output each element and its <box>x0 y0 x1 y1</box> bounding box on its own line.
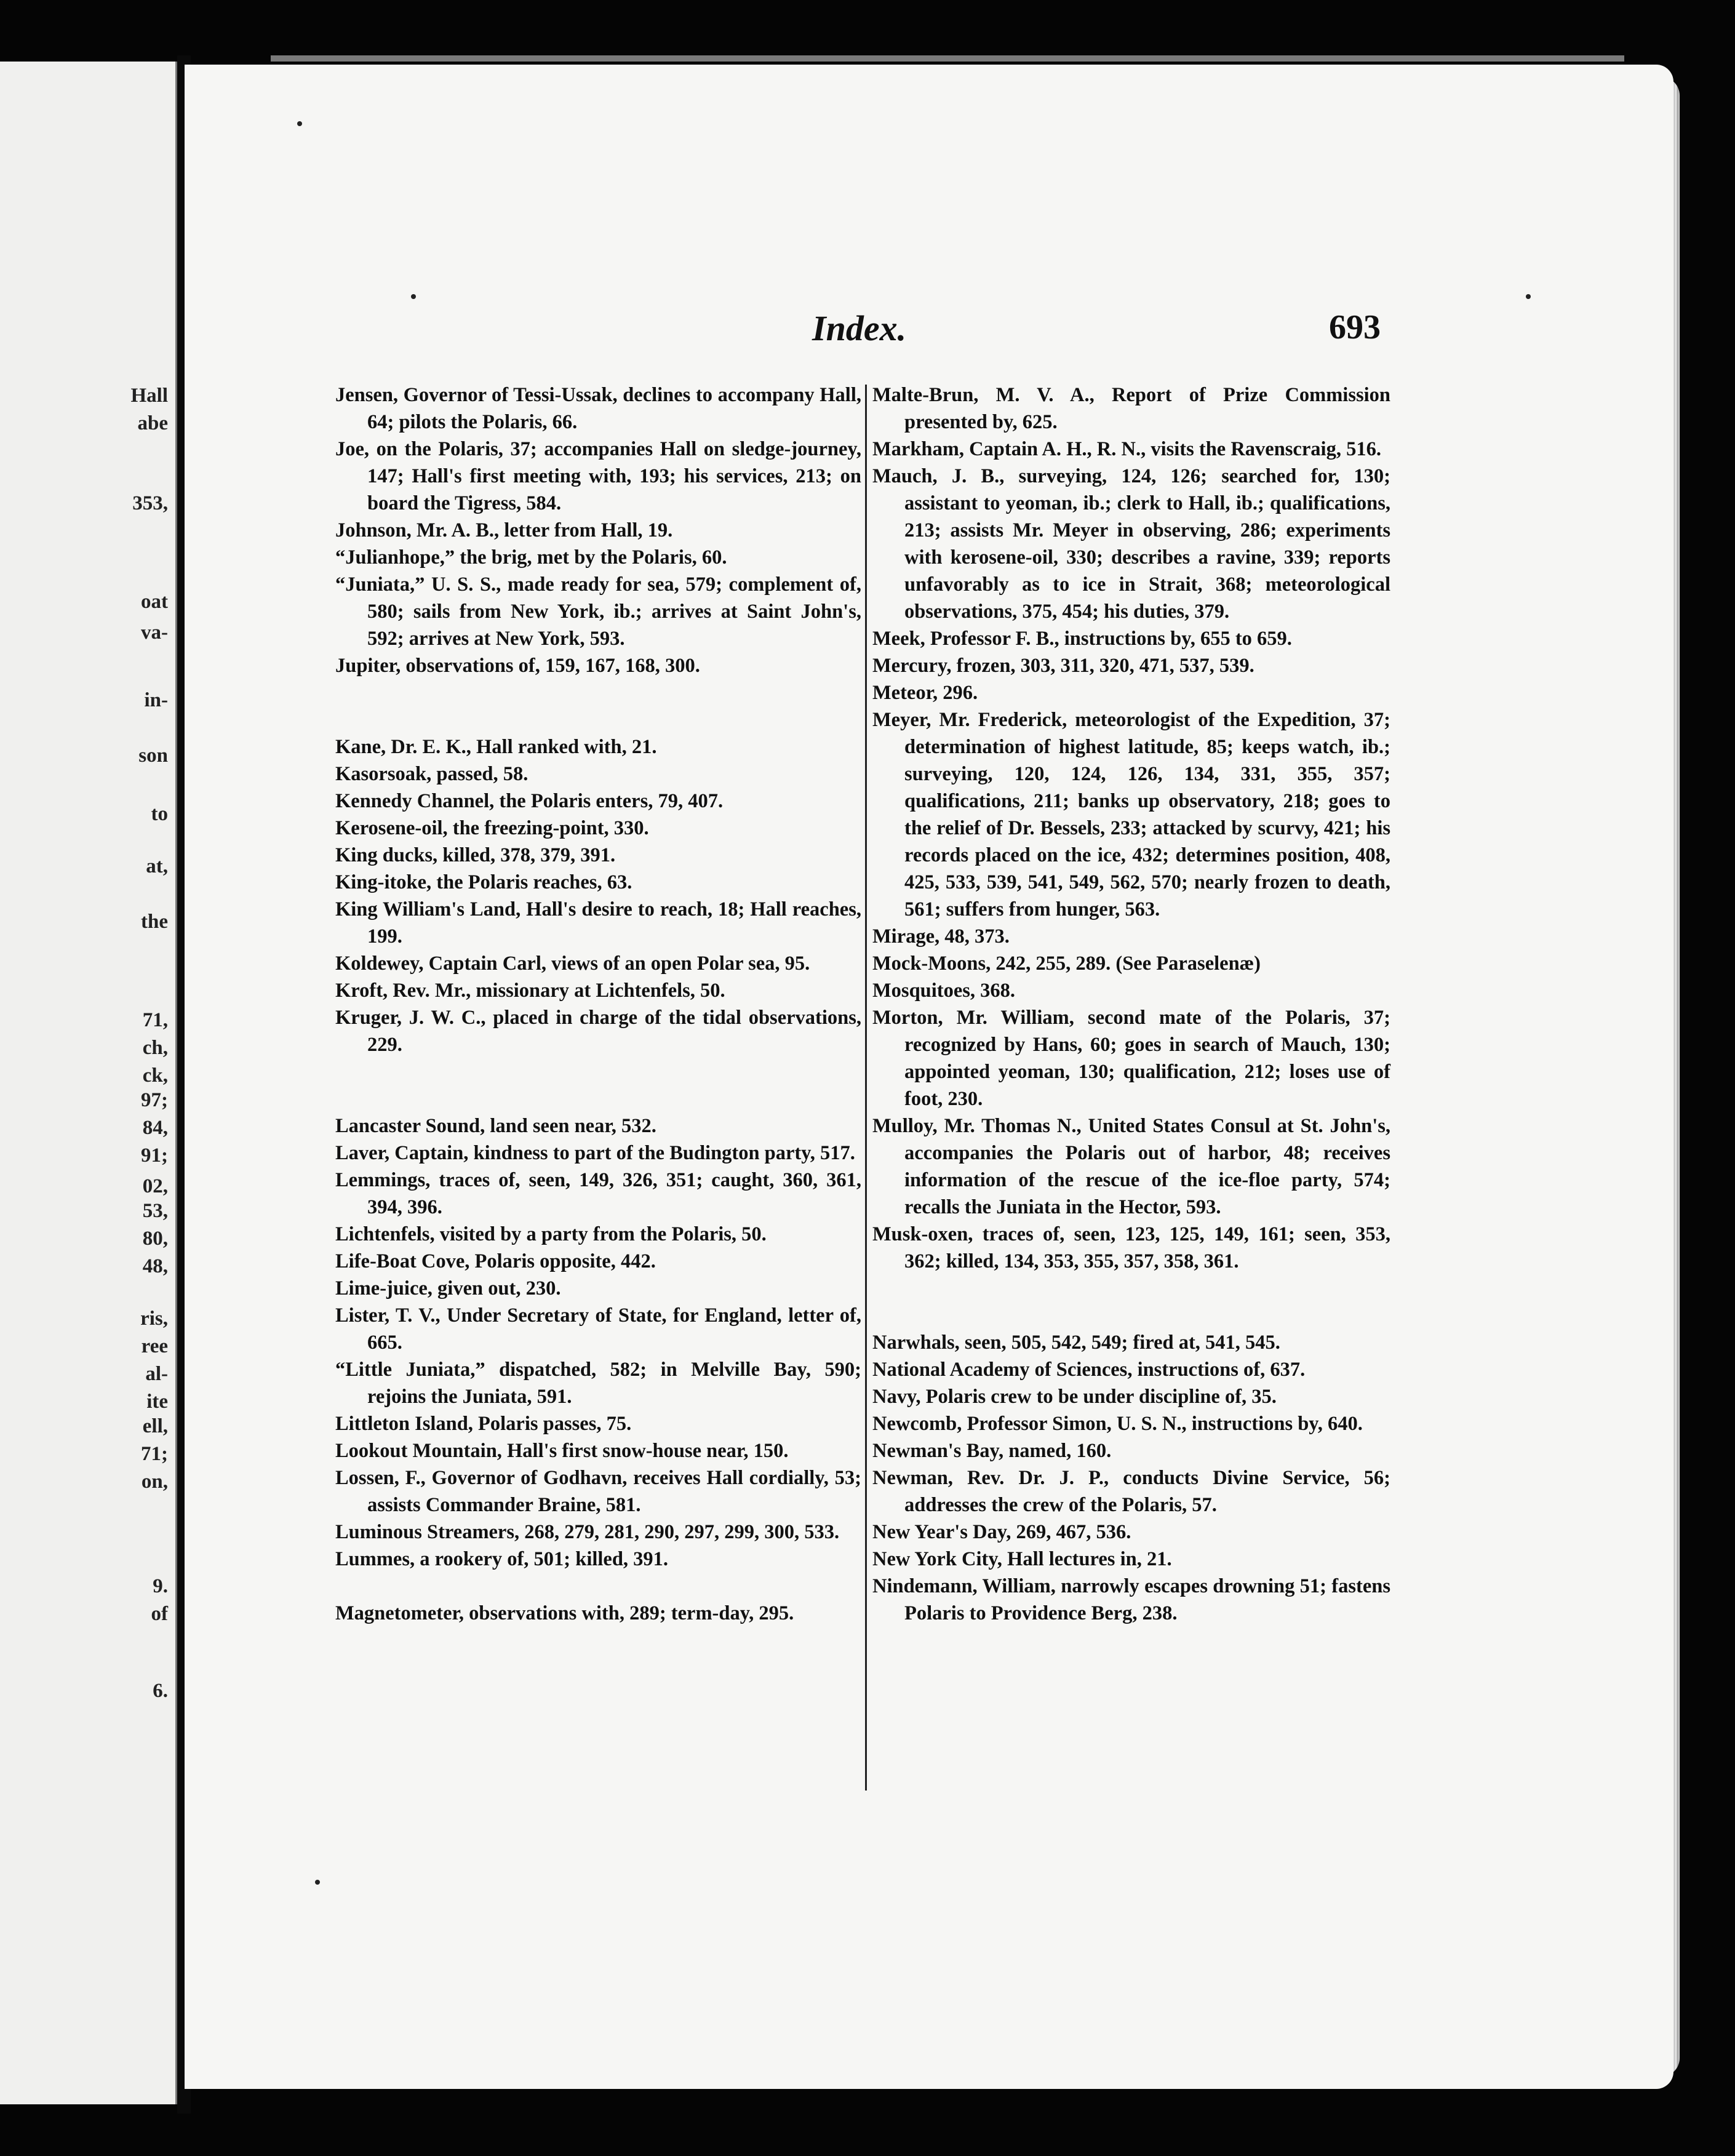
index-entry: Lummes, a rookery of, 501; killed, 391. <box>335 1548 669 1570</box>
index-entry: Joe, on the Polaris, 37; accompanies Hall on sledge-journey, 147; Hall's first meeting with, 193; his services, 213; on board the Tigress, 584. <box>335 438 861 514</box>
index-entry: Koldewey, Captain Carl, views of an open Polar sea, 95. <box>335 952 810 975</box>
index-entry: King ducks, killed, 378, 379, 391. <box>335 844 616 866</box>
index-entry: New Year's Day, 269, 467, 536. <box>872 1521 1131 1543</box>
index-entry: Luminous Streamers, 268, 279, 281, 290, 297, 299, 300, 533. <box>335 1521 840 1543</box>
facing-page-text-fragment: 71; <box>141 1443 168 1465</box>
index-entry: “Juniata,” U. S. S., made ready for sea, 579; complement of, 580; sails from New York, ib.; arrives at Saint John's, 592; arrives at New York, 593. <box>335 573 861 650</box>
speck <box>1526 294 1531 299</box>
facing-page-text-fragment: ite <box>146 1391 168 1413</box>
index-entry: Mosquitoes, 368. <box>872 980 1016 1002</box>
index-entry: Kennedy Channel, the Polaris enters, 79, 407. <box>335 790 724 812</box>
index-entry: Narwhals, seen, 505, 542, 549; fired at, 541, 545. <box>872 1332 1280 1354</box>
facing-page-text-fragment: 80, <box>142 1228 168 1250</box>
facing-page-text-fragment: on, <box>141 1471 168 1493</box>
facing-page-text-fragment: son <box>138 745 168 767</box>
index-entry: Mirage, 48, 373. <box>872 925 1010 948</box>
index-entry: Magnetometer, observations with, 289; term-day, 295. <box>335 1602 794 1624</box>
index-entry: Musk-oxen, traces of, seen, 123, 125, 149, 161; seen, 353, 362; killed, 134, 353, 355, 357, 358, 361. <box>872 1223 1390 1272</box>
index-entry: King William's Land, Hall's desire to reach, 18; Hall reaches, 199. <box>335 898 861 948</box>
index-entry: New York City, Hall lectures in, 21. <box>872 1548 1172 1570</box>
index-entry: King-itoke, the Polaris reaches, 63. <box>335 871 632 893</box>
facing-page-text-fragment: the <box>141 911 168 933</box>
index-entry: Jupiter, observations of, 159, 167, 168, 300. <box>335 655 700 677</box>
facing-page-text-fragment: oat <box>141 591 168 613</box>
index-entry: Lookout Mountain, Hall's first snow-house near, 150. <box>335 1440 789 1462</box>
facing-page-text-fragment: al- <box>145 1363 168 1385</box>
index-entry: Littleton Island, Polaris passes, 75. <box>335 1413 632 1435</box>
index-entry: “Julianhope,” the brig, met by the Polaris, 60. <box>335 546 727 569</box>
index-entry: Johnson, Mr. A. B., letter from Hall, 19. <box>335 519 673 541</box>
facing-page-text-fragment: 02, <box>142 1175 168 1197</box>
index-entry: Lancaster Sound, land seen near, 532. <box>335 1115 656 1137</box>
facing-page-text-fragment: to <box>151 803 168 825</box>
facing-page-text-fragment: 84, <box>142 1117 168 1139</box>
facing-page-text-fragment: abe <box>137 412 168 434</box>
index-entry: Mock-Moons, 242, 255, 289. (See Paraselenæ) <box>872 952 1261 975</box>
index-entry: Meyer, Mr. Frederick, meteorologist of the Expedition, 37; determination of highest latitude, 85; keeps watch, ib.; surveying, 120, 124, 126, 134, 331, 355, 357; qualifications, 211; banks up observatory, 218; goes to the relief of Dr. Bessels, 233; attacked by scurvy, 421; his records placed on the ice, 432; determines position, 408, 425, 533, 539, 541, 549, 562, 570; nearly frozen to death, 561; suffers from hunger, 563. <box>872 709 1390 920</box>
index-entry: Newcomb, Professor Simon, U. S. N., instructions by, 640. <box>872 1413 1363 1435</box>
facing-page <box>0 62 177 2104</box>
index-entry: Lister, T. V., Under Secretary of State, for England, letter of, 665. <box>335 1304 861 1354</box>
index-entry: Mulloy, Mr. Thomas N., United States Consul at St. John's, accompanies the Polaris out of harbor, 48; receives information of the rescue of the ice-floe party, 574; recalls the Juniata in the Hector, 593. <box>872 1115 1390 1218</box>
index-entry: Kane, Dr. E. K., Hall ranked with, 21. <box>335 736 657 758</box>
index-entry: Malte-Brun, M. V. A., Report of Prize Commission presented by, 625. <box>872 384 1390 433</box>
index-entry: Kroft, Rev. Mr., missionary at Lichtenfels, 50. <box>335 980 725 1002</box>
facing-page-text-fragment: Hall <box>130 385 168 407</box>
facing-page-text-fragment: ris, <box>140 1308 168 1330</box>
facing-page-text-fragment: 53, <box>142 1200 168 1222</box>
index-entry: Jensen, Governor of Tessi-Ussak, declines to accompany Hall, 64; pilots the Polaris, 66. <box>335 384 861 433</box>
facing-page-text-fragment: va- <box>141 621 168 644</box>
facing-page-text-fragment: ch, <box>142 1037 168 1059</box>
index-entry: Kruger, J. W. C., placed in charge of the tidal observations, 229. <box>335 1007 861 1056</box>
index-entry: Lemmings, traces of, seen, 149, 326, 351; caught, 360, 361, 394, 396. <box>335 1169 861 1218</box>
index-entry: “Little Juniata,” dispatched, 582; in Melville Bay, 590; rejoins the Juniata, 591. <box>335 1359 861 1408</box>
facing-page-text-fragment: 9. <box>153 1575 168 1597</box>
page-number: 693 <box>1329 308 1381 346</box>
index-entry: National Academy of Sciences, instructions of, 637. <box>872 1359 1306 1381</box>
index-entry: Newman's Bay, named, 160. <box>872 1440 1112 1462</box>
index-column-right <box>872 381 1390 1627</box>
index-entry: Markham, Captain A. H., R. N., visits the Ravenscraig, 516. <box>872 438 1381 460</box>
index-entry: Lossen, F., Governor of Godhavn, receives Hall cordially, 53; assists Commander Braine, 581. <box>335 1467 861 1516</box>
index-entry: Meek, Professor F. B., instructions by, 655 to 659. <box>872 628 1292 650</box>
index-entry: Mauch, J. B., surveying, 124, 126; searched for, 130; assistant to yeoman, ib.; clerk to Hall, ib.; qualifications, 213; assists Mr. Meyer in observing, 286; experiments with kerosene-oil, 330; describes a ravine, 339; reports unfavorably as to ice in Strait, 368; meteorological observations, 375, 454; his duties, 379. <box>872 465 1390 623</box>
facing-page-text-fragment: at, <box>146 855 168 877</box>
facing-page-text-fragment: in- <box>144 689 168 711</box>
facing-page-text-fragment: 97; <box>141 1089 168 1111</box>
facing-page-text-fragment: 91; <box>141 1144 168 1167</box>
speck <box>411 294 416 299</box>
index-column-left <box>335 381 861 1627</box>
index-entry: Morton, Mr. William, second mate of the Polaris, 37; recognized by Hans, 60; goes in search of Mauch, 130; appointed yeoman, 130; qualification, 212; loses use of foot, 230. <box>872 1007 1390 1110</box>
column-divider <box>865 385 867 1791</box>
index-entry: Life-Boat Cove, Polaris opposite, 442. <box>335 1250 656 1272</box>
index-entry: Mercury, frozen, 303, 311, 320, 471, 537, 539. <box>872 655 1254 677</box>
index-entry: Laver, Captain, kindness to part of the Budington party, 517. <box>335 1142 855 1164</box>
page-top-edge <box>271 55 1624 62</box>
facing-page-text-fragment: ell, <box>142 1415 168 1437</box>
index-entry: Kerosene-oil, the freezing-point, 330. <box>335 817 649 839</box>
facing-page-text-fragment: 353, <box>132 492 168 514</box>
index-entry: Navy, Polaris crew to be under discipline of, 35. <box>872 1386 1277 1408</box>
index-entry: Nindemann, William, narrowly escapes drowning 51; fastens Polaris to Providence Berg, 238. <box>872 1575 1390 1624</box>
facing-page-text-fragment: ck, <box>142 1064 168 1087</box>
index-entry: Newman, Rev. Dr. J. P., conducts Divine Service, 56; addresses the crew of the Polaris, 57. <box>872 1467 1390 1516</box>
facing-page-text-fragment: of <box>151 1603 168 1625</box>
speck <box>297 121 302 126</box>
page-title: Index. <box>812 308 907 348</box>
facing-page-text-fragment: 71, <box>142 1009 168 1031</box>
facing-page-text-fragment: 48, <box>142 1255 168 1277</box>
index-entry: Meteor, 296. <box>872 682 978 704</box>
facing-page-text-fragment: ree <box>141 1335 168 1357</box>
facing-page-text-fragment: 6. <box>153 1680 168 1702</box>
speck <box>315 1880 320 1885</box>
index-entry: Kasorsoak, passed, 58. <box>335 763 528 785</box>
index-entry: Lime-juice, given out, 230. <box>335 1277 561 1300</box>
index-entry: Lichtenfels, visited by a party from the Polaris, 50. <box>335 1223 767 1245</box>
